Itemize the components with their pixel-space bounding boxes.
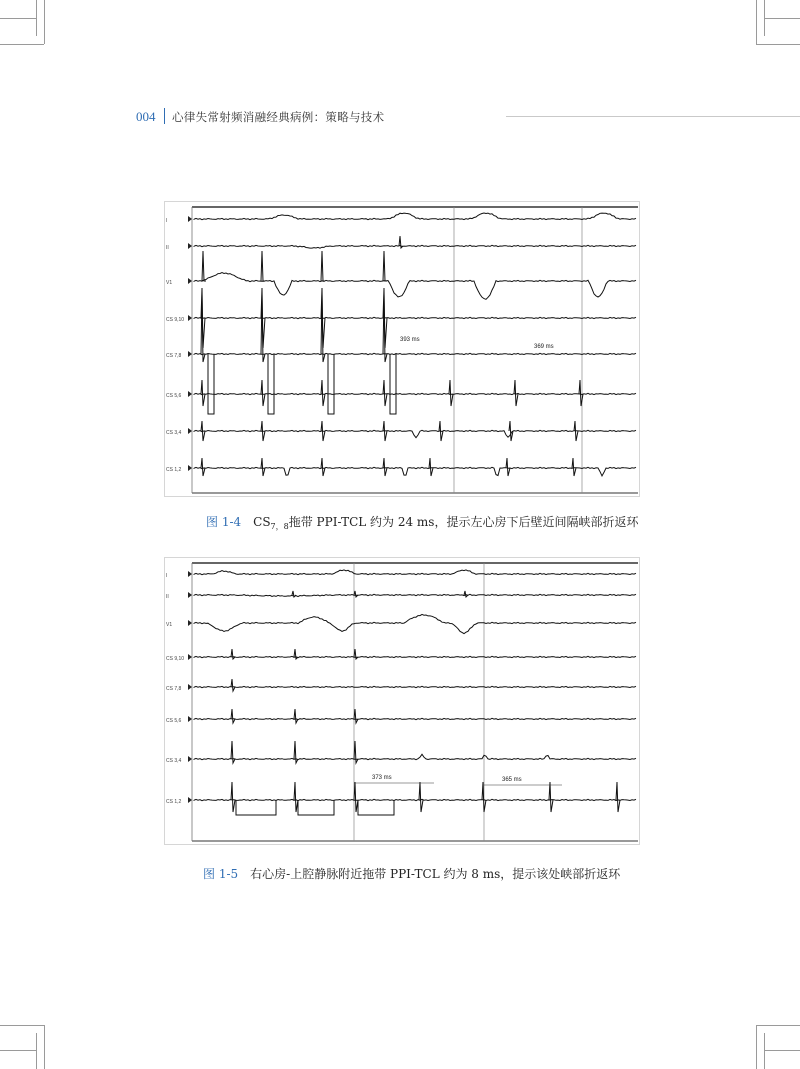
channel-marker-icon bbox=[188, 797, 192, 803]
ecg-trace bbox=[194, 353, 636, 354]
channel-marker-icon bbox=[188, 756, 192, 762]
crop-mark bbox=[44, 1025, 45, 1069]
pacing-spike bbox=[201, 380, 205, 406]
ecg-trace bbox=[194, 317, 636, 318]
pacing-spike bbox=[464, 591, 468, 597]
pacing-spike bbox=[616, 782, 620, 812]
pacing-spike bbox=[383, 458, 387, 476]
pacing-spike bbox=[506, 458, 510, 476]
book-title: 心律失常射频消融经典病例：策略与技术 bbox=[172, 110, 385, 124]
pacing-spike bbox=[231, 741, 235, 763]
crop-mark bbox=[36, 1033, 37, 1069]
interval-measurement: 365 ms bbox=[502, 777, 522, 783]
pacing-spike bbox=[321, 251, 325, 281]
crop-mark bbox=[764, 18, 800, 19]
channel-label: CS 9,10 bbox=[166, 656, 185, 662]
caption-text: 拖带 PPI-TCL 约为 24 ms，提示左心房下后壁近间隔峡部折返环 bbox=[288, 515, 639, 529]
caption-text: 右心房-上腔静脉附近拖带 PPI-TCL 约为 8 ms，提示该处峡部折返环 bbox=[250, 867, 621, 881]
pacing-spike bbox=[449, 380, 453, 406]
crop-mark bbox=[764, 1033, 765, 1069]
crop-mark bbox=[756, 1025, 800, 1026]
channel-marker-icon bbox=[188, 620, 192, 626]
ecg-trace bbox=[194, 656, 636, 657]
channel-marker-icon bbox=[188, 315, 192, 321]
stimulus-artifact bbox=[236, 800, 276, 815]
ecg-trace bbox=[194, 273, 636, 300]
pacing-spike bbox=[549, 782, 553, 812]
crop-mark bbox=[36, 0, 37, 36]
header-rule bbox=[506, 116, 800, 117]
pacing-spike bbox=[514, 380, 518, 406]
pacing-spike bbox=[383, 251, 387, 281]
ecg-trace bbox=[194, 686, 636, 687]
channel-marker-icon bbox=[188, 465, 192, 471]
pacing-spike bbox=[354, 782, 358, 812]
pacing-spike bbox=[261, 251, 265, 281]
channel-label: CS 7,8 bbox=[166, 353, 182, 359]
pacing-spike bbox=[579, 380, 583, 406]
page-number: 004 bbox=[136, 109, 156, 124]
pacing-spike bbox=[231, 649, 235, 659]
pacing-spike bbox=[261, 458, 265, 476]
channel-marker-icon bbox=[188, 592, 192, 598]
pacing-spike bbox=[399, 236, 403, 248]
channel-label: CS 1,2 bbox=[166, 799, 182, 805]
figure-1-5-ecg bbox=[164, 557, 640, 845]
pacing-spike bbox=[383, 380, 387, 406]
ecg-trace bbox=[194, 430, 636, 437]
pacing-spike bbox=[354, 591, 358, 597]
ecg-trace bbox=[194, 467, 636, 476]
pacing-spike bbox=[321, 458, 325, 476]
figure-1-4-caption bbox=[206, 513, 638, 532]
channel-label: CS 3,4 bbox=[166, 430, 182, 436]
channel-label: CS 5,6 bbox=[166, 718, 182, 724]
channel-label: II bbox=[166, 245, 169, 251]
pacing-spike bbox=[294, 782, 298, 812]
ecg-trace bbox=[194, 570, 636, 575]
channel-marker-icon bbox=[188, 428, 192, 434]
ecg-tracing-1-5 bbox=[164, 557, 640, 845]
interval-measurement: 373 ms bbox=[372, 775, 392, 781]
ecg-trace bbox=[194, 213, 636, 220]
ecg-trace bbox=[194, 799, 636, 800]
crop-mark bbox=[0, 1025, 44, 1026]
crop-mark bbox=[764, 0, 765, 36]
crop-mark bbox=[0, 44, 44, 45]
crop-mark bbox=[756, 44, 800, 45]
channel-marker-icon bbox=[188, 216, 192, 222]
ecg-trace bbox=[194, 245, 636, 248]
channel-marker-icon bbox=[188, 243, 192, 249]
crop-mark bbox=[0, 18, 36, 19]
pacing-spike bbox=[294, 741, 298, 763]
channel-label: I bbox=[166, 573, 168, 579]
channel-label: V1 bbox=[166, 622, 173, 628]
stimulus-artifact bbox=[268, 354, 274, 414]
ecg-trace bbox=[194, 718, 636, 719]
pacing-spike bbox=[231, 782, 235, 812]
channel-label: CS 1,2 bbox=[166, 467, 182, 473]
ecg-trace bbox=[194, 393, 636, 394]
crop-mark bbox=[764, 1050, 800, 1051]
stimulus-artifact bbox=[390, 354, 396, 414]
channel-marker-icon bbox=[188, 571, 192, 577]
stimulus-artifact bbox=[208, 354, 214, 414]
pacing-spike bbox=[231, 709, 235, 723]
pacing-spike bbox=[429, 458, 433, 476]
figure-1-5-caption bbox=[203, 865, 620, 882]
channel-label: I bbox=[166, 218, 168, 224]
figure-1-4-ecg bbox=[164, 201, 640, 497]
ecg-trace bbox=[194, 594, 636, 596]
channel-marker-icon bbox=[188, 654, 192, 660]
channel-label: CS 5,6 bbox=[166, 393, 182, 399]
pacing-spike bbox=[354, 709, 358, 723]
pacing-spike bbox=[419, 782, 423, 812]
pacing-spike bbox=[202, 251, 206, 281]
running-header bbox=[136, 108, 666, 126]
channel-label: CS 7,8 bbox=[166, 686, 182, 692]
pacing-spike bbox=[294, 709, 298, 723]
ecg-trace bbox=[194, 614, 636, 633]
pacing-spike bbox=[201, 458, 205, 476]
channel-label: V1 bbox=[166, 280, 173, 286]
interval-measurement: 393 ms bbox=[400, 337, 420, 343]
channel-label: CS 9,10 bbox=[166, 317, 185, 323]
channel-marker-icon bbox=[188, 716, 192, 722]
channel-label: CS 3,4 bbox=[166, 758, 182, 764]
crop-mark bbox=[756, 1025, 757, 1069]
pacing-spike bbox=[321, 380, 325, 406]
figure-label: 图 1-5 bbox=[203, 867, 239, 881]
pacing-spike bbox=[572, 458, 576, 476]
crop-mark bbox=[44, 0, 45, 44]
channel-label: II bbox=[166, 594, 169, 600]
crop-mark bbox=[0, 1050, 36, 1051]
channel-marker-icon bbox=[188, 351, 192, 357]
channel-marker-icon bbox=[188, 278, 192, 284]
channel-marker-icon bbox=[188, 391, 192, 397]
caption-subscript: 7，8 bbox=[270, 522, 289, 531]
crop-mark bbox=[756, 0, 757, 44]
caption-text-pre: CS bbox=[253, 515, 271, 529]
stimulus-artifact bbox=[328, 354, 334, 414]
interval-measurement: 369 ms bbox=[534, 344, 554, 350]
header-divider bbox=[164, 108, 165, 124]
pacing-spike bbox=[261, 380, 265, 406]
channel-marker-icon bbox=[188, 684, 192, 690]
figure-label: 图 1-4 bbox=[206, 515, 242, 529]
pacing-spike bbox=[231, 679, 235, 691]
ecg-trace bbox=[194, 754, 636, 759]
stimulus-artifact bbox=[358, 800, 394, 815]
ecg-tracing-1-4 bbox=[164, 201, 640, 497]
stimulus-artifact bbox=[298, 800, 334, 815]
